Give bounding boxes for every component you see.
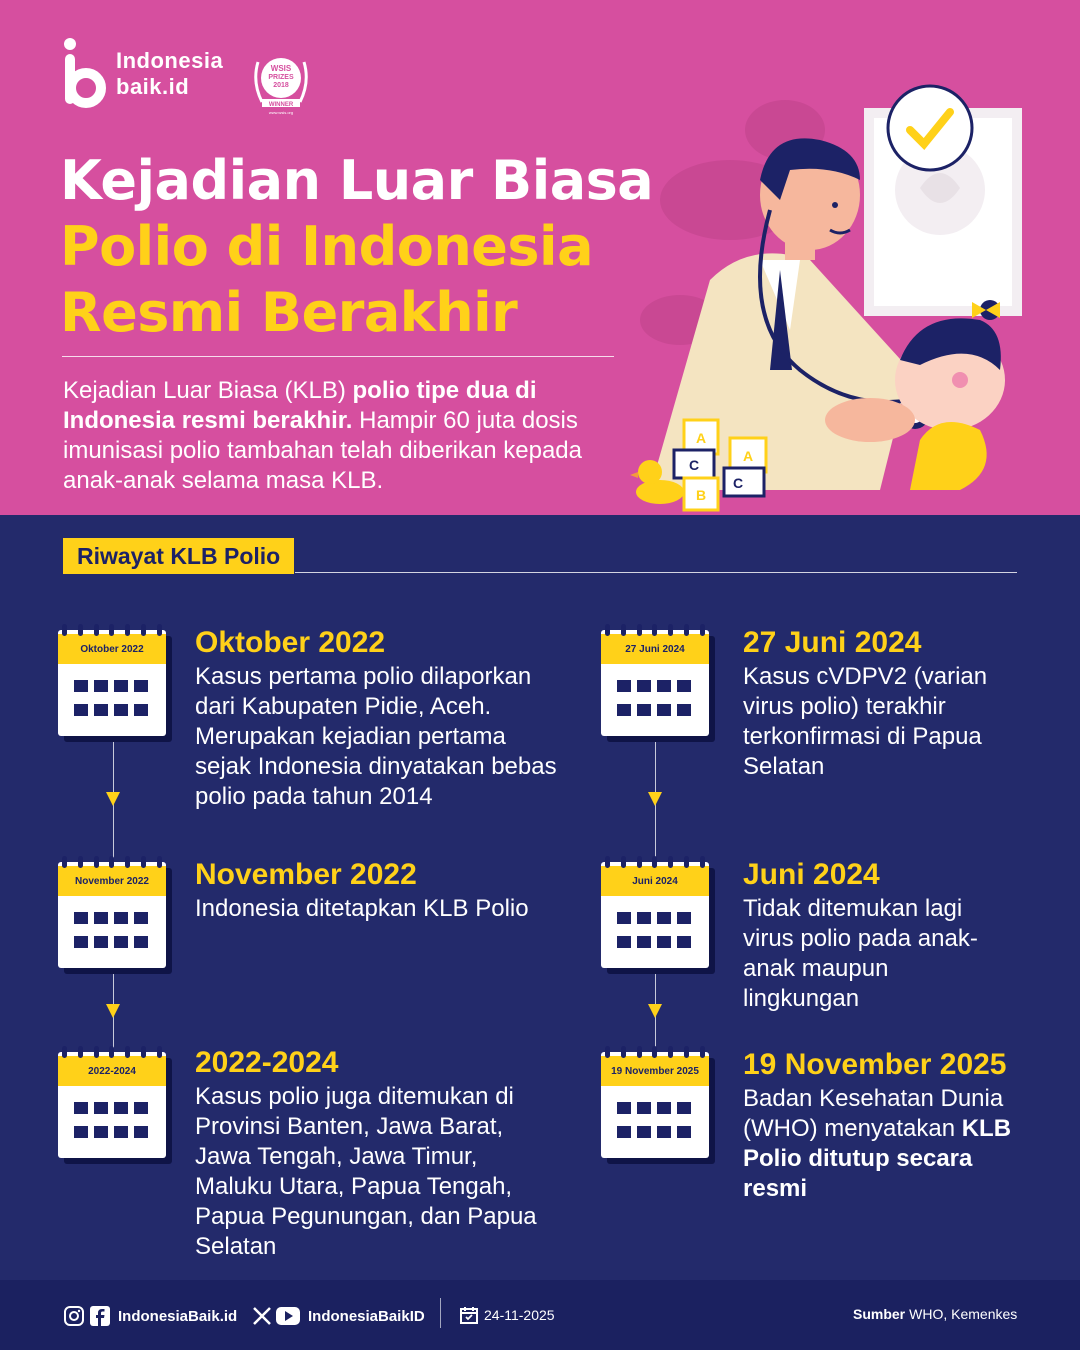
- arrow-down-icon: [648, 1004, 662, 1018]
- block-letter-1: A: [695, 430, 707, 446]
- block-letter-5: C: [732, 475, 744, 491]
- calendar-icon: [601, 630, 713, 740]
- facebook-icon[interactable]: [90, 1306, 110, 1326]
- calendar-label: Oktober 2022: [58, 634, 166, 664]
- entry-date: November 2022: [195, 858, 417, 891]
- entry-date: Oktober 2022: [195, 626, 386, 659]
- entry-description: [743, 1084, 1043, 1204]
- section-divider: [295, 572, 1017, 573]
- award-text-5: www.wsis.org: [268, 110, 294, 115]
- title-line3: Resmi Berakhir: [60, 281, 518, 344]
- brand-name-line1: Indonesia: [116, 48, 224, 73]
- instagram-icon[interactable]: [64, 1306, 84, 1326]
- entry-description-text: Badan Kesehatan Dunia (WHO) menyatakan: [743, 1085, 1004, 1142]
- header-section: [0, 0, 1080, 515]
- footer-handle-1[interactable]: IndonesiaBaik.id: [118, 1307, 238, 1325]
- entry-description: Kasus cVDPV2 (varian virus polio) terakhir terkonfirmasi di Papua Selatan: [743, 663, 988, 780]
- block-letter-4: A: [742, 448, 754, 464]
- entry-description: Indonesia ditetapkan KLB Polio: [195, 895, 529, 922]
- title-line1: Kejadian Luar Biasa: [60, 149, 654, 212]
- award-text-2: PRIZES: [268, 74, 294, 81]
- intro-part2: Hampir 60 juta dosis imunisasi polio tambahan telah diberikan kepada anak-anak selama masa KLB.: [63, 407, 582, 494]
- calendar-label: Juni 2024: [601, 866, 709, 896]
- footer-date: [460, 1306, 555, 1324]
- brand-mark-icon: [62, 38, 108, 110]
- entry-description: Kasus polio juga ditemukan di Provinsi Banten, Jawa Barat, Jawa Tengah, Jawa Timur, Maluku Utara, Papua Tengah, Papua Pegunungan, dan Papua Selatan: [195, 1083, 537, 1260]
- entry-description-bold: KLB Polio ditutup secara resmi: [743, 1115, 1012, 1202]
- page-title: [60, 148, 653, 346]
- x-twitter-icon[interactable]: [252, 1306, 272, 1326]
- entry-date: Juni 2024: [743, 858, 880, 891]
- calendar-label: 2022-2024: [58, 1056, 166, 1086]
- entry-description: Tidak ditemukan lagi virus polio pada anak-anak maupun lingkungan: [743, 895, 978, 1012]
- award-text-4: WINNER: [268, 102, 294, 108]
- calendar-icon: [601, 1052, 713, 1162]
- timeline-entry: [743, 1048, 1043, 1204]
- wsis-award-badge: [248, 52, 314, 116]
- timeline-entry: [743, 858, 1003, 1014]
- calendar-check-icon: [460, 1306, 478, 1324]
- timeline-entry: [195, 626, 565, 812]
- timeline-entry: [743, 626, 1033, 782]
- footer: [0, 1280, 1080, 1350]
- intro-part1: Kejadian Luar Biasa (KLB): [63, 377, 353, 404]
- footer-social-1[interactable]: [64, 1306, 237, 1326]
- calendar-icon: [58, 630, 170, 740]
- arrow-down-icon: [106, 1004, 120, 1018]
- entry-description: Kasus pertama polio dilaporkan dari Kabupaten Pidie, Aceh. Merupakan kejadian pertama sejak Indonesia dinyatakan bebas polio pada tahun 2014: [195, 663, 557, 810]
- section-label: Riwayat KLB Polio: [63, 538, 294, 574]
- footer-social-2[interactable]: [252, 1306, 425, 1326]
- brand-logo[interactable]: [62, 38, 223, 110]
- title-divider: [62, 356, 614, 357]
- arrow-down-icon: [648, 792, 662, 806]
- entry-date: 27 Juni 2024: [743, 626, 922, 659]
- entry-date: 19 November 2025: [743, 1048, 1007, 1081]
- youtube-icon[interactable]: [276, 1307, 300, 1325]
- calendar-label: 27 Juni 2024: [601, 634, 709, 664]
- footer-source: [853, 1306, 1017, 1322]
- title-line2: Polio di Indonesia: [60, 215, 594, 278]
- award-text-1: WSIS: [270, 64, 292, 73]
- block-letter-3: B: [695, 487, 707, 503]
- calendar-icon: [58, 1052, 170, 1162]
- intro-bold: polio tipe dua di Indonesia resmi berakhir.: [63, 377, 537, 434]
- arrow-down-icon: [106, 792, 120, 806]
- intro-paragraph: [63, 376, 623, 496]
- award-text-3: 2018: [273, 82, 289, 89]
- footer-divider: [440, 1298, 441, 1328]
- brand-name: [116, 48, 223, 100]
- calendar-icon: [58, 862, 170, 972]
- calendar-label: November 2022: [58, 866, 166, 896]
- footer-date-text: 24-11-2025: [484, 1307, 555, 1323]
- doctor-child-illustration: [620, 70, 1040, 515]
- brand-name-line2: baik.id: [116, 74, 190, 99]
- block-letter-2: C: [688, 457, 700, 473]
- entry-date: 2022-2024: [195, 1046, 339, 1079]
- calendar-icon: [601, 862, 713, 972]
- toy-duck-icon: [636, 480, 684, 504]
- footer-handle-2[interactable]: IndonesiaBaikID: [308, 1307, 425, 1325]
- footer-source-value: WHO, Kemenkes: [909, 1306, 1018, 1322]
- checkmark-bubble-icon: [888, 86, 972, 170]
- timeline-entry: [195, 1046, 555, 1262]
- calendar-label: 19 November 2025: [601, 1056, 709, 1086]
- timeline-entry: [195, 858, 565, 924]
- footer-source-label: Sumber: [853, 1306, 906, 1322]
